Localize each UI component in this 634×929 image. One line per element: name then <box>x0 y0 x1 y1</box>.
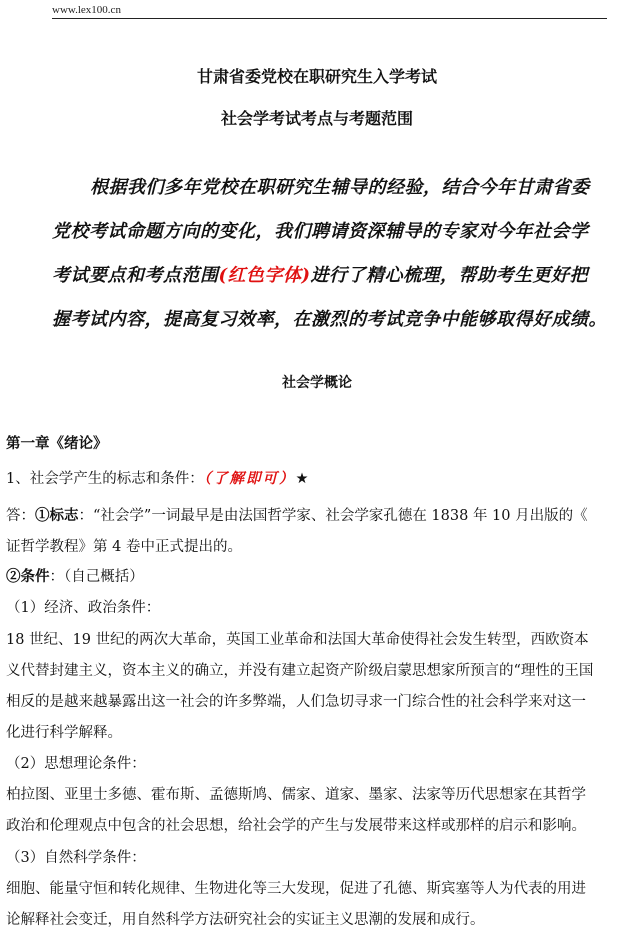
answer-text: ：“社会学”一词最早是由法国哲学家、社会学家孔德在 1838 年 10 月出版的《 <box>78 508 588 524</box>
answer-line <box>6 507 588 525</box>
intro-text: 考试要点和考点范围 <box>52 265 219 286</box>
subheading-economic: （1）经济、政治条件： <box>6 600 161 616</box>
text-line: 论解释社会变迁，用自然科学方法研究社会的实证主义思潮的发展和成行。 <box>6 912 485 928</box>
condition-line <box>6 568 144 586</box>
condition-text: ：（自己概括） <box>49 569 144 585</box>
subheading-theory: （2）思想理论条件： <box>6 756 146 772</box>
document-title: 甘肃省委党校在职研究生入学考试 <box>196 67 437 86</box>
answer-line: 证哲学教程》第 4 卷中正式提出的。 <box>6 539 242 555</box>
text-line: 相反的是越来越暴露出这一社会的许多弊端，人们急切寻求一门综合性的社会科学来对这一 <box>6 694 586 710</box>
intro-paragraph <box>52 166 612 342</box>
document-subtitle: 社会学考试考点与考题范围 <box>220 109 413 128</box>
text-line: 18 世纪、19 世纪的两次大革命，英国工业革命和法国大革命使得社会发生转型，西欧资本 <box>6 632 589 648</box>
text-line: 柏拉图、亚里士多德、霍布斯、孟德斯鸠、儒家、道家、墨家、法家等历代思想家在其哲学 <box>6 787 586 803</box>
red-note: （了解即可） <box>203 470 296 487</box>
text-line: 化进行科学解释。 <box>6 725 122 741</box>
text-line: 义代替封建主义，资本主义的确立，并没有建立起资产阶级启蒙思想家所预言的“理性的王国 <box>6 663 594 679</box>
answer-bold: ①标志 <box>35 507 79 524</box>
question-text: 1、社会学产生的标志和条件： <box>6 471 204 487</box>
condition-bold: ②条件 <box>6 568 50 585</box>
star-icon: ★ <box>295 471 309 487</box>
section-title: 社会学概论 <box>282 375 352 391</box>
header-rule <box>52 18 607 19</box>
question-1 <box>6 470 308 488</box>
intro-line: 握考试内容，提高复习效率，在激烈的考试竞争中能够取得好成绩。 <box>52 309 607 330</box>
intro-line <box>52 254 612 298</box>
chapter-heading: 第一章《绪论》 <box>6 435 108 452</box>
answer-prefix: 答： <box>6 508 35 524</box>
red-font-note: (红色字体) <box>218 265 311 286</box>
intro-line: 党校考试命题方向的变化，我们聘请资深辅导的专家对今年社会学 <box>52 221 589 242</box>
text-line: 政治和伦理观点中包含的社会思想，给社会学的产生与发展带来这样或那样的启示和影响。 <box>6 818 586 834</box>
intro-text: 进行了精心梳理，帮助考生更好把 <box>310 265 589 286</box>
intro-line: 根据我们多年党校在职研究生辅导的经验，结合今年甘肃省委 <box>90 177 590 198</box>
text-line: 细胞、能量守恒和转化规律、生物进化等三大发现，促进了孔德、斯宾塞等人为代表的用进 <box>6 881 586 897</box>
subheading-science: （3）自然科学条件： <box>6 850 146 866</box>
header-url: www.lex100.cn <box>52 4 121 16</box>
